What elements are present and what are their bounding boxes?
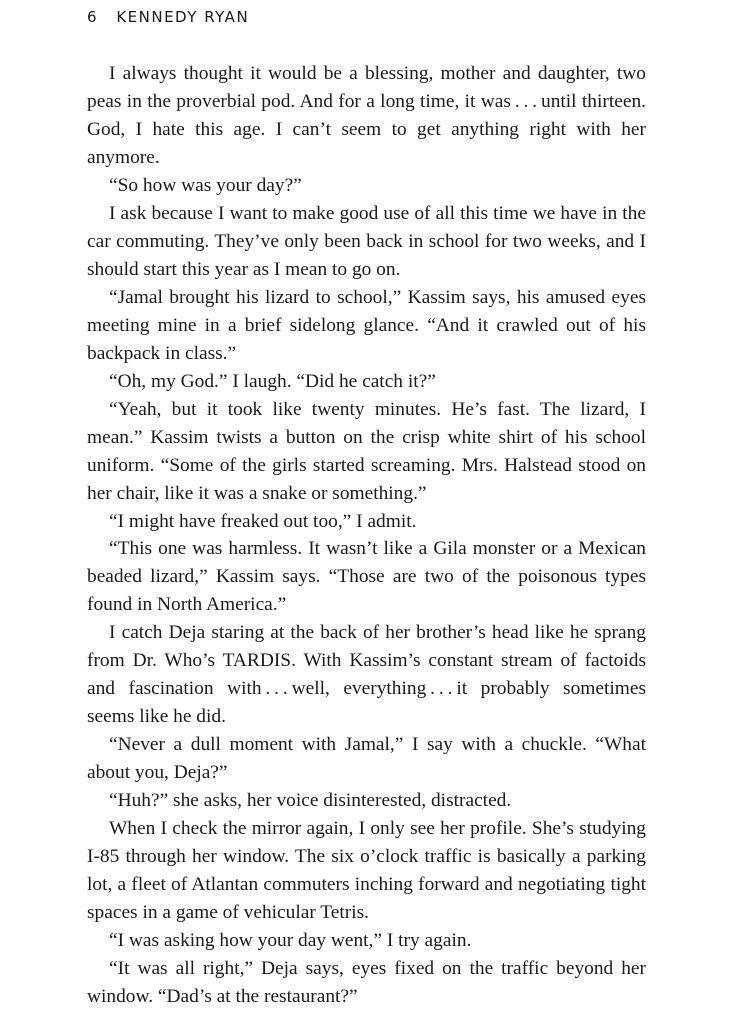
paragraph: I always thought it would be a blessing, mother and daughter, two peas in the proverbial pod. And for a long time, it was . . . until thirteen. God, I hate this age. I can’t seem to get anything right with her anymore. [87, 63, 646, 168]
paragraph: “Huh?” she asks, her voice disinterested, distracted. [109, 790, 512, 812]
author-name: KENNEDY RYAN [116, 8, 250, 26]
paragraph: “Yeah, but it took like twenty minutes. He’s fast. The lizard, I mean.” Kassim twists a button on the crisp white shirt of his school uniform. “Some of the girls started screaming. Mrs. Halstead stood on her chair, like it was a snake or something.” [87, 398, 646, 504]
body-text [87, 60, 646, 1011]
paragraph: “So how was your day?” [109, 174, 302, 196]
paragraph: “I might have freaked out too,” I admit. [109, 510, 417, 532]
paragraph: When I check the mirror again, I only see her profile. She’s studying I-85 through her window. The six o’clock traffic is basically a parking lot, a fleet of Atlantan commuters inching forward and negotiating tight spaces in a game of vehicular Tetris. [87, 818, 646, 924]
running-head [87, 8, 249, 26]
paragraph: I ask because I want to make good use of all this time we have in the car commuting. They’ve only been back in school for two weeks, and I should start this year as I mean to go on. [87, 202, 646, 280]
paragraph: “It was all right,” Deja says, eyes fixed on the traffic beyond her window. “Dad’s at the restaurant?” [87, 958, 646, 1007]
paragraph: “Never a dull moment with Jamal,” I say with a chuckle. “What about you, Deja?” [87, 734, 646, 784]
paragraph: I catch Deja staring at the back of her brother’s head like he sprang from Dr. Who’s TARDIS. With Kassim’s constant stream of factoids and fascination with . . . well, everything . . . it probably sometimes seems like he did. [87, 622, 646, 728]
paragraph: “I was asking how your day went,” I try again. [109, 930, 472, 952]
paragraph: “This one was harmless. It wasn’t like a Gila monster or a Mexican beaded lizard,” Kassim says. “Those are two of the poisonous types found in North America.” [87, 538, 646, 616]
paragraph: “Oh, my God.” I laugh. “Did he catch it?” [109, 370, 436, 392]
page-number: 6 [87, 8, 99, 26]
paragraph: “Jamal brought his lizard to school,” Kassim says, his amused eyes meeting mine in a brief sidelong glance. “And it crawled out of his backpack in class.” [87, 286, 646, 364]
